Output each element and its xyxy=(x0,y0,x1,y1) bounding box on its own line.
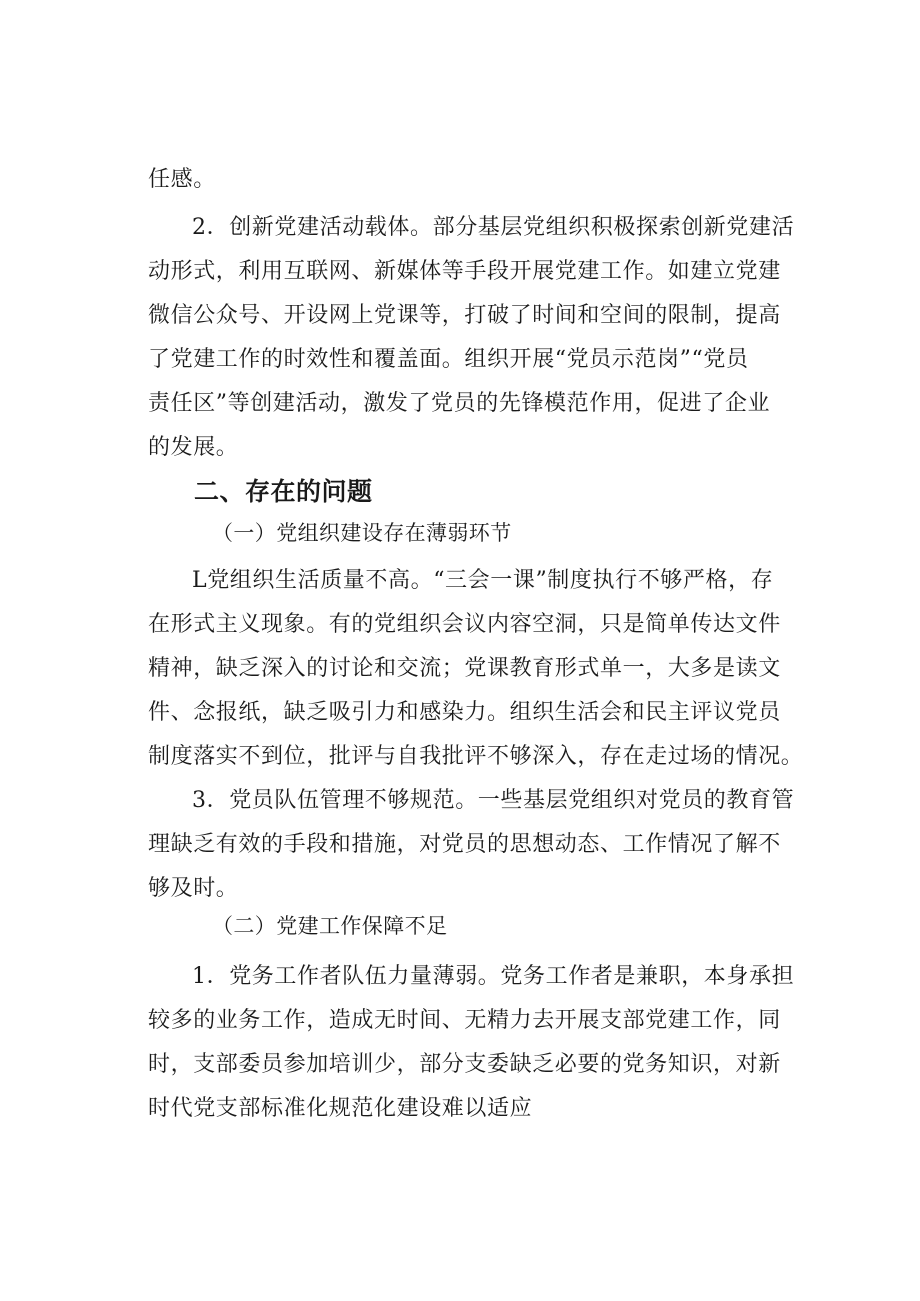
paragraph-line: 1．党务工作者队伍力量薄弱。党务工作者是兼职，本身承担 xyxy=(192,964,795,989)
paragraph-line: 的发展。 xyxy=(148,435,239,460)
paragraph-line: 2．创新党建活动载体。部分基层党组织积极探索创新党建活 xyxy=(192,215,795,240)
paragraph-line: 件、念报纸，缺乏吸引力和感染力。组织生活会和民主评议党员 xyxy=(148,700,781,725)
paragraph-line: 了党建工作的时效性和覆盖面。组织开展“党员示范岗”“党员 xyxy=(148,347,749,372)
paragraph-line: 动形式，利用互联网、新媒体等手段开展党建工作。如建立党建 xyxy=(148,259,781,284)
paragraph-line: 责任区”等创建活动，激发了党员的先锋模范作用，促进了企业 xyxy=(148,391,771,416)
paragraph-line: 在形式主义现象。有的党组织会议内容空洞，只是简单传达文件 xyxy=(148,612,781,637)
paragraph-line: L党组织生活质量不高。“三会一课”制度执行不够严格，存 xyxy=(192,568,774,593)
paragraph-line: 3．党员队伍管理不够规范。一些基层党组织对党员的教育管 xyxy=(192,788,795,813)
paragraph-line: 微信公众号、开设网上党课等，打破了时间和空间的限制，提高 xyxy=(148,303,781,328)
paragraph-line: 理缺乏有效的手段和措施，对党员的思想动态、工作情况了解不 xyxy=(148,832,781,857)
paragraph-line: 任感。 xyxy=(148,167,216,192)
subsection-heading: （一）党组织建设存在薄弱环节 xyxy=(212,521,512,545)
paragraph-line: 够及时。 xyxy=(148,876,239,901)
paragraph-line: 较多的业务工作，造成无时间、无精力去开展支部党建工作，同 xyxy=(148,1008,781,1033)
section-heading: 二、存在的问题 xyxy=(194,477,373,506)
paragraph-line: 时，支部委员参加培训少，部分支委缺乏必要的党务知识，对新 xyxy=(148,1052,781,1077)
subsection-heading: （二）党建工作保障不足 xyxy=(212,914,448,938)
paragraph-line: 时代党支部标准化规范化建设难以适应 xyxy=(148,1096,533,1121)
paragraph-line: 制度落实不到位，批评与自我批评不够深入，存在走过场的情况。 xyxy=(148,744,804,769)
paragraph-line: 精神，缺乏深入的讨论和交流；党课教育形式单一，大多是读文 xyxy=(148,656,781,681)
